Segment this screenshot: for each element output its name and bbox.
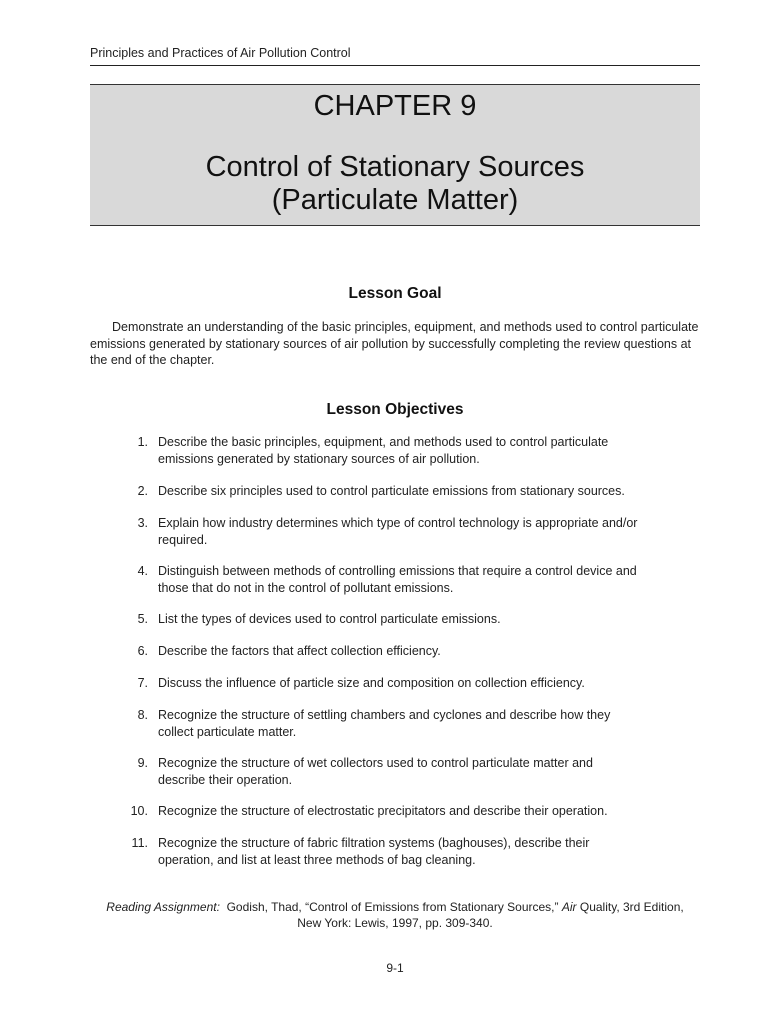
objective-text: Recognize the structure of wet collectors used to control particulate matter and describe their operation.	[158, 756, 593, 787]
objective-text: Explain how industry determines which type of control technology is appropriate and/or required.	[158, 516, 638, 547]
objective-number: 5.	[137, 612, 148, 626]
chapter-number: CHAPTER 9	[313, 90, 477, 122]
document-page	[90, 0, 700, 1024]
chapter-title-line2: (Particulate Matter)	[271, 184, 519, 216]
objective-number: 10.	[130, 804, 148, 818]
reading-assignment	[90, 899, 700, 931]
objective-number: 3.	[137, 516, 148, 530]
reading-assignment-citation: Godish, Thad, “Control of Emissions from Stationary Sources,”	[226, 900, 559, 914]
objective-number: 11.	[131, 836, 148, 850]
lesson-goal-heading: Lesson Goal	[348, 285, 442, 302]
running-header: Principles and Practices of Air Pollution Control	[90, 46, 700, 66]
objective-number: 4.	[137, 564, 148, 578]
reading-assignment-label: Reading Assignment:	[106, 900, 220, 914]
objective-text: Describe the factors that affect collection efficiency.	[158, 644, 441, 658]
objective-number: 7.	[137, 676, 148, 690]
objective-number: 6.	[137, 644, 148, 658]
objective-text: Describe the basic principles, equipment, and methods used to control particulate emissions generated by stationary sources of air pollution.	[158, 435, 609, 466]
objective-number: 1.	[137, 435, 148, 449]
reading-assignment-edition: Quality, 3rd Edition,	[579, 900, 684, 914]
lesson-objectives-heading: Lesson Objectives	[326, 401, 464, 418]
objective-number: 9.	[137, 756, 148, 770]
page-number: 9-1	[386, 961, 404, 975]
reading-assignment-publisher: New York: Lewis, 1997, pp. 309-340.	[297, 916, 493, 930]
objective-text: Describe six principles used to control particulate emissions from stationary sources.	[158, 484, 625, 498]
objective-text: Recognize the structure of settling chambers and cyclones and describe how they collect particulate matter.	[158, 708, 611, 739]
objective-text: Distinguish between methods of controlling emissions that require a control device and those that do not in the control of pollutant emissions.	[158, 564, 637, 595]
objective-text: Discuss the influence of particle size and composition on collection efficiency.	[158, 676, 585, 690]
objective-text: Recognize the structure of fabric filtration systems (baghouses), describe their operation, and list at least three methods of bag cleaning.	[158, 836, 590, 867]
chapter-title	[90, 151, 700, 217]
chapter-title-line1: Control of Stationary Sources	[205, 151, 585, 183]
chapter-title-box	[90, 84, 700, 226]
lesson-goal-text: Demonstrate an understanding of the basic principles, equipment, and methods used to control particulate emissions generated by stationary sources of air pollution by successfully completing the review questions at the end of the chapter.	[90, 320, 699, 367]
objective-number: 2.	[137, 484, 148, 498]
objective-text: List the types of devices used to control particulate emissions.	[158, 612, 501, 626]
objective-text: Recognize the structure of electrostatic precipitators and describe their operation.	[158, 804, 608, 818]
reading-assignment-italic: Air	[561, 900, 577, 914]
objective-number: 8.	[137, 708, 148, 722]
